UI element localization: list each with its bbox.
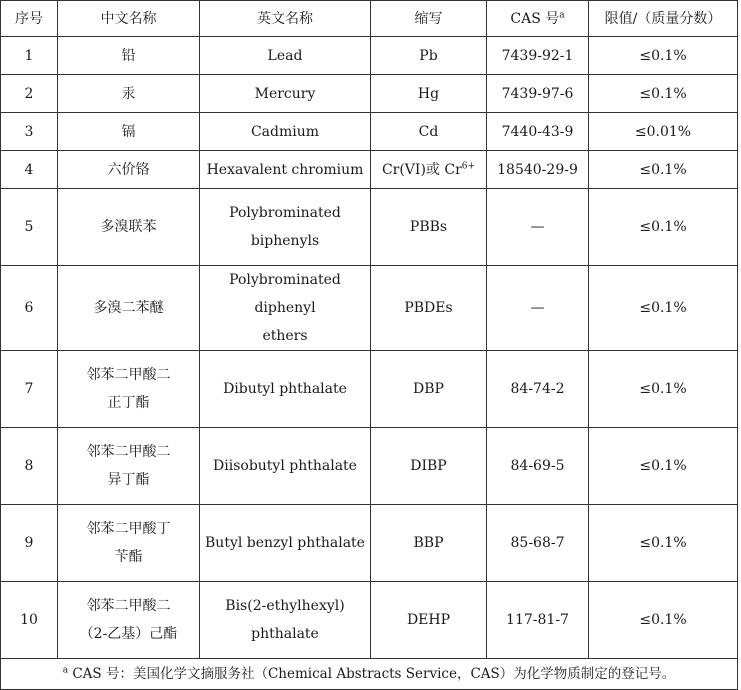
footnote-text: CAS 号：美国化学文摘服务社（Chemical Abstracts Service，CAS）为化学物质制定的登记号。 xyxy=(68,666,676,682)
cell-abbr: PBBs xyxy=(371,189,487,266)
header-abbr: 缩写 xyxy=(371,1,487,37)
cell-cn-line2: 苄酯 xyxy=(114,549,143,565)
cell-en: Dibutyl phthalate xyxy=(200,351,371,428)
cell-cn-line1: 邻苯二甲酸丁 xyxy=(86,521,171,537)
cell-en: Lead xyxy=(200,37,371,75)
cell-en-line2: phthalate xyxy=(251,626,319,642)
cell-cas: 7440-43-9 xyxy=(487,113,589,151)
cell-limit: ≤0.1% xyxy=(589,582,738,659)
cell-en: Cadmium xyxy=(200,113,371,151)
cell-no: 6 xyxy=(1,266,58,351)
cell-no: 5 xyxy=(1,189,58,266)
header-cas xyxy=(487,1,589,37)
cell-cas: — xyxy=(487,266,589,351)
cell-en-line2: ethers xyxy=(262,328,308,344)
cell-cas: — xyxy=(487,189,589,266)
cell-cn-line1: 邻苯二甲酸二 xyxy=(86,444,171,460)
header-cas-footnote-mark: a xyxy=(559,9,565,20)
cell-cas: 84-69-5 xyxy=(487,428,589,505)
cell-no: 8 xyxy=(1,428,58,505)
cell-cas: 18540-29-9 xyxy=(487,151,589,189)
cell-cas: 7439-92-1 xyxy=(487,37,589,75)
cell-no: 2 xyxy=(1,75,58,113)
cell-cn xyxy=(58,428,200,505)
cell-cn: 汞 xyxy=(58,75,200,113)
header-cas-label: CAS 号 xyxy=(510,10,560,27)
cell-abbr: Pb xyxy=(371,37,487,75)
cell-abbr-text: Cr(VI)或 Cr xyxy=(381,161,462,178)
table-row xyxy=(1,113,738,151)
cell-abbr: DEHP xyxy=(371,582,487,659)
cell-cas: 84-74-2 xyxy=(487,351,589,428)
cell-no: 9 xyxy=(1,505,58,582)
cell-cn-line2: 异丁酯 xyxy=(107,472,150,488)
cell-abbr xyxy=(371,151,487,189)
cell-abbr: PBDEs xyxy=(371,266,487,351)
cell-en: Butyl benzyl phthalate xyxy=(200,505,371,582)
table-row xyxy=(1,428,738,505)
cell-abbr: Hg xyxy=(371,75,487,113)
cell-en xyxy=(200,266,371,351)
table-row xyxy=(1,75,738,113)
cell-abbr-superscript: 6+ xyxy=(461,160,476,171)
cell-no: 10 xyxy=(1,582,58,659)
table-row xyxy=(1,37,738,75)
cell-cas: 7439-97-6 xyxy=(487,75,589,113)
table-row xyxy=(1,505,738,582)
cell-limit: ≤0.01% xyxy=(589,113,738,151)
cell-cas: 117-81-7 xyxy=(487,582,589,659)
footnote xyxy=(1,659,738,690)
cell-cn-line1: 邻苯二甲酸二 xyxy=(86,598,171,614)
cell-no: 3 xyxy=(1,113,58,151)
cell-en-line1: Bis(2-ethylhexyl) xyxy=(225,598,345,614)
cell-abbr: Cd xyxy=(371,113,487,151)
cell-en: Mercury xyxy=(200,75,371,113)
cell-en xyxy=(200,582,371,659)
cell-limit: ≤0.1% xyxy=(589,151,738,189)
cell-abbr: DIBP xyxy=(371,428,487,505)
header-cn-name: 中文名称 xyxy=(58,1,200,37)
table-row xyxy=(1,582,738,659)
cell-cn xyxy=(58,351,200,428)
cell-cn-line1: 邻苯二甲酸二 xyxy=(86,367,171,383)
cell-limit: ≤0.1% xyxy=(589,505,738,582)
cell-cn: 六价铬 xyxy=(58,151,200,189)
cell-limit: ≤0.1% xyxy=(589,428,738,505)
cell-no: 7 xyxy=(1,351,58,428)
header-no: 序号 xyxy=(1,1,58,37)
cell-abbr: DBP xyxy=(371,351,487,428)
cell-cn: 多溴联苯 xyxy=(58,189,200,266)
cell-cn-line2: 正丁酯 xyxy=(107,395,150,411)
header-en-name: 英文名称 xyxy=(200,1,371,37)
cell-cn: 镉 xyxy=(58,113,200,151)
cell-cn: 铅 xyxy=(58,37,200,75)
cell-cn xyxy=(58,505,200,582)
cell-en-line1: Polybrominated diphenyl xyxy=(229,272,341,316)
cell-en: Diisobutyl phthalate xyxy=(200,428,371,505)
cell-cn: 多溴二苯醚 xyxy=(58,266,200,351)
table-row xyxy=(1,151,738,189)
header-limit: 限值/（质量分数） xyxy=(589,1,738,37)
footnote-mark: a xyxy=(62,665,69,676)
cell-limit: ≤0.1% xyxy=(589,189,738,266)
table-row xyxy=(1,351,738,428)
cell-limit: ≤0.1% xyxy=(589,266,738,351)
cell-en xyxy=(200,189,371,266)
cell-en: Hexavalent chromium xyxy=(200,151,371,189)
cell-limit: ≤0.1% xyxy=(589,75,738,113)
table-row xyxy=(1,266,738,351)
cell-no: 4 xyxy=(1,151,58,189)
cell-abbr: BBP xyxy=(371,505,487,582)
cell-cn-line2: （2-乙基）己酯 xyxy=(79,626,178,642)
cell-limit: ≤0.1% xyxy=(589,351,738,428)
cell-en-line2: biphenyls xyxy=(250,233,320,249)
cell-cn xyxy=(58,582,200,659)
cell-en-line1: Polybrominated xyxy=(229,205,341,221)
cell-no: 1 xyxy=(1,37,58,75)
table-row xyxy=(1,189,738,266)
cell-limit: ≤0.1% xyxy=(589,37,738,75)
footnote-row xyxy=(1,659,738,690)
table-header-row xyxy=(1,1,738,37)
cell-cas: 85-68-7 xyxy=(487,505,589,582)
